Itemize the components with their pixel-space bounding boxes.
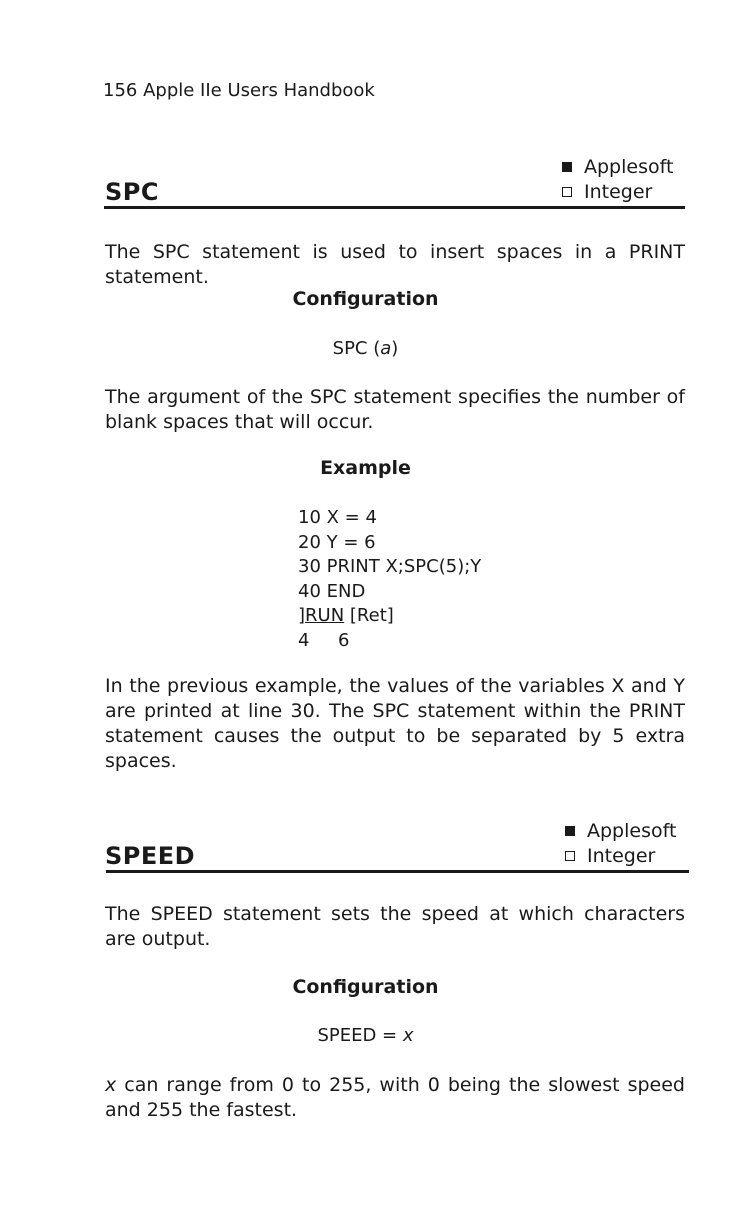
spc-intro: The SPC statement is used to insert spaces in a PRINT statement. [105, 241, 685, 288]
filled-square-icon [565, 826, 575, 836]
empty-square-icon [562, 187, 572, 197]
code-line: 30 PRINT X;SPC(5);Y [298, 556, 482, 577]
code-line: 40 END [298, 580, 366, 602]
code-line: 10 X = 4 [298, 507, 377, 528]
empty-square-icon [565, 851, 575, 861]
example-heading: Example [320, 457, 411, 479]
spc-conclusion: In the previous example, the values of the variables X and Y are printed at line 30. The SPC statement within the PRINT statement causes the output to be separated by 5 extra spaces. [105, 675, 685, 772]
language-list-speed [565, 819, 676, 869]
section-title-speed: SPEED [105, 842, 196, 870]
run-line: ]RUN [Ret] [298, 605, 394, 626]
output-line: 4 6 [298, 629, 350, 651]
configuration-heading: Configuration [292, 976, 439, 998]
speed-description: x can range from 0 to 255, with 0 being the slowest speed and 255 the fastest. [105, 1074, 685, 1121]
language-applesoft: Applesoft [562, 155, 673, 180]
configuration-heading: Configuration [292, 288, 439, 310]
language-integer: Integer [562, 180, 673, 205]
configuration-syntax: SPC (a) [332, 338, 399, 359]
code-line: 20 Y = 6 [298, 531, 376, 553]
section-title-spc: SPC [105, 178, 159, 206]
language-applesoft: Applesoft [565, 819, 676, 844]
example-code [298, 506, 481, 653]
section-rule [104, 206, 685, 209]
configuration-syntax: SPEED = x [317, 1025, 414, 1046]
filled-square-icon [562, 162, 572, 172]
spc-description: The argument of the SPC statement specifies the number of blank spaces that will occur. [105, 386, 685, 433]
language-integer: Integer [565, 844, 676, 869]
section-rule [106, 870, 689, 873]
running-head: 156 Apple IIe Users Handbook [103, 80, 375, 101]
language-list-spc [562, 155, 673, 205]
speed-intro: The SPEED statement sets the speed at which characters are output. [105, 903, 685, 950]
